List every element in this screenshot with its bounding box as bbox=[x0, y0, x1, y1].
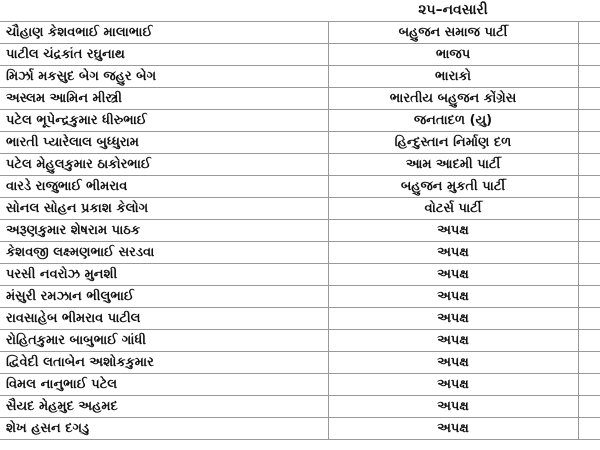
candidate-party: હિન્દુસ્તાન નિર્માણ દળ bbox=[328, 132, 578, 154]
candidate-party: અપક્ષ bbox=[328, 330, 578, 352]
table-row bbox=[0, 88, 600, 110]
table-row bbox=[0, 264, 600, 286]
empty-cell bbox=[578, 110, 600, 132]
empty-cell bbox=[578, 154, 600, 176]
candidate-party: અપક્ષ bbox=[328, 220, 578, 242]
candidate-party: ભાજપ bbox=[328, 44, 578, 66]
candidate-party: અપક્ષ bbox=[328, 308, 578, 330]
candidate-party: અપક્ષ bbox=[328, 418, 578, 440]
candidate-name: કેશવજી લક્ષ્મણભાઈ સરડવા bbox=[0, 242, 328, 264]
empty-cell bbox=[578, 198, 600, 220]
candidate-party: અપક્ષ bbox=[328, 264, 578, 286]
table-row bbox=[0, 66, 600, 88]
candidate-name: પટેલ મેહુલકુમાર ઠાકોરભાઈ bbox=[0, 154, 328, 176]
candidate-party: અપક્ષ bbox=[328, 242, 578, 264]
candidate-name: મિર્ઝા મકસુદ બેગ જહુર બેગ bbox=[0, 66, 328, 88]
candidate-name: ભારતી પ્યારેલાલ બુધ્ધુરામ bbox=[0, 132, 328, 154]
table-row bbox=[0, 286, 600, 308]
candidate-party: આમ આદમી પાર્ટી bbox=[328, 154, 578, 176]
candidate-name: દ્વિવેદી લતાબેન અશોકકુમાર bbox=[0, 352, 328, 374]
candidate-party: અપક્ષ bbox=[328, 286, 578, 308]
candidate-name: મંસુરી રમઝાન ભીલુભાઈ bbox=[0, 286, 328, 308]
table-row bbox=[0, 242, 600, 264]
candidate-party: જનતાદળ (યુ) bbox=[328, 110, 578, 132]
candidate-party: વોટર્સ પાર્ટી bbox=[328, 198, 578, 220]
table-row bbox=[0, 418, 600, 440]
candidate-party: બહુજન સમાજ પાર્ટી bbox=[328, 22, 578, 44]
candidate-name: સૈયદ મેહમુદ અહમદ bbox=[0, 396, 328, 418]
table-row bbox=[0, 220, 600, 242]
table-row bbox=[0, 308, 600, 330]
empty-cell bbox=[578, 66, 600, 88]
table-row bbox=[0, 176, 600, 198]
candidate-name: સોનલ સોહન પ્રકાશ કેલોગ bbox=[0, 198, 328, 220]
candidate-name: પરસી નવરોઝ મુનશી bbox=[0, 264, 328, 286]
empty-cell bbox=[578, 330, 600, 352]
candidate-party: અપક્ષ bbox=[328, 396, 578, 418]
table-row bbox=[0, 396, 600, 418]
table-row bbox=[0, 44, 600, 66]
candidate-party: અપક્ષ bbox=[328, 374, 578, 396]
table-row bbox=[0, 110, 600, 132]
candidate-party: અપક્ષ bbox=[328, 352, 578, 374]
empty-cell bbox=[578, 22, 600, 44]
candidate-name: પટેલ ભૂપેન્દ્રકુમાર ધીરુભાઈ bbox=[0, 110, 328, 132]
candidate-party: ભારતીય બહુજન કોંગ્રેસ bbox=[328, 88, 578, 110]
candidate-name: શેખ હસન દગડુ bbox=[0, 418, 328, 440]
candidate-name: અરૂણકુમાર શેષરામ પાઠક bbox=[0, 220, 328, 242]
empty-cell bbox=[578, 396, 600, 418]
empty-cell bbox=[578, 264, 600, 286]
table-row bbox=[0, 374, 600, 396]
empty-cell bbox=[578, 308, 600, 330]
empty-cell bbox=[578, 352, 600, 374]
candidate-table-body bbox=[0, 22, 600, 440]
table-row bbox=[0, 330, 600, 352]
table-row bbox=[0, 22, 600, 44]
table-row bbox=[0, 154, 600, 176]
table-row bbox=[0, 198, 600, 220]
candidate-name: રોહિતકુમાર બાબુભાઈ ગાંધી bbox=[0, 330, 328, 352]
constituency-title: ૨૫–નવસારી bbox=[418, 2, 488, 18]
candidate-name: ચૌહાણ કેશવભાઈ માલાભાઈ bbox=[0, 22, 328, 44]
empty-cell bbox=[578, 44, 600, 66]
empty-cell bbox=[578, 176, 600, 198]
empty-cell bbox=[578, 132, 600, 154]
candidate-name: વિમલ નાનુભાઈ પટેલ bbox=[0, 374, 328, 396]
candidate-party: બહુજન મુકતી પાર્ટી bbox=[328, 176, 578, 198]
candidate-name: વારડે રાજુભાઈ ભીમરાવ bbox=[0, 176, 328, 198]
candidate-name: પાટીલ ચંદ્રકાંત રઘુનાથ bbox=[0, 44, 328, 66]
empty-cell bbox=[578, 418, 600, 440]
candidate-name: અસ્લમ આમિન મીસ્ત્રી bbox=[0, 88, 328, 110]
empty-cell bbox=[578, 286, 600, 308]
empty-cell bbox=[578, 88, 600, 110]
candidate-name: રાવસાહેબ ભીમરાવ પાટીલ bbox=[0, 308, 328, 330]
empty-cell bbox=[578, 220, 600, 242]
table-row bbox=[0, 352, 600, 374]
empty-cell bbox=[578, 374, 600, 396]
candidate-party: ભારાકો bbox=[328, 66, 578, 88]
table-row bbox=[0, 132, 600, 154]
empty-cell bbox=[578, 242, 600, 264]
candidate-table bbox=[0, 21, 600, 440]
